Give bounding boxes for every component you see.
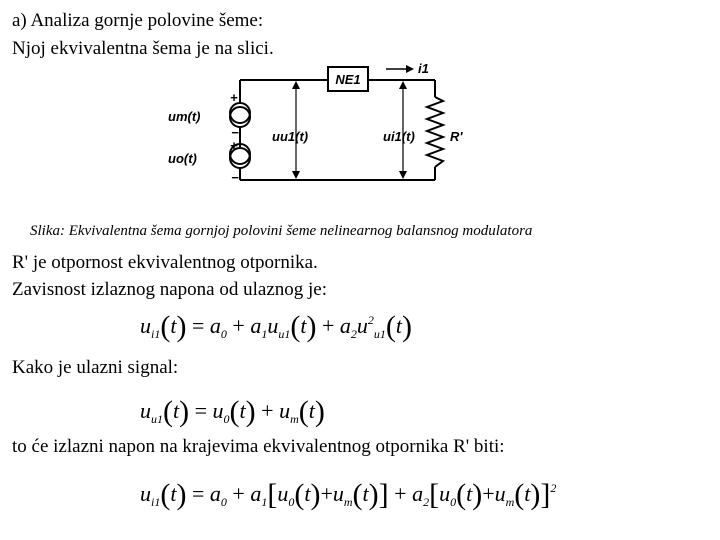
sign-minus-2: −	[231, 170, 239, 185]
ui1-arrow-down-icon	[399, 171, 407, 179]
equation-output-result: $u_{i1}(t) = a_0 + a_1[u_0(t)+u_m(t)] + a_2[u_0(t)+u_m(t)]^2$	[140, 478, 557, 511]
label-uu1: uu1(t)	[272, 129, 309, 144]
label-r: R'	[450, 129, 463, 144]
uu1-arrow-up-icon	[292, 81, 300, 89]
equation-output-voltage: $u_{i1}(t) = a_0 + a_1u_{u1}(t) + a_2u^2_{u1}(t)$	[140, 310, 412, 343]
source-um-icon	[230, 103, 250, 127]
equation-input-signal: $u_{u1}(t) = u_0(t) + u_m(t)$	[140, 395, 325, 428]
sign-plus-1: +	[230, 90, 238, 105]
label-um: um(t)	[168, 109, 201, 124]
text-output-result: to će izlazni napon na krajevima ekvivalentnog otpornika R' biti:	[12, 436, 505, 457]
label-i1: i1	[418, 61, 429, 76]
text-resistance: R' je otpornost ekvivalentnog otpornika.	[12, 252, 318, 273]
current-arrow-icon	[406, 65, 414, 73]
label-ui1: ui1(t)	[383, 129, 415, 144]
heading-line-2: Njoj ekvivalentna šema je na slici.	[12, 38, 274, 59]
label-uo: uo(t)	[168, 151, 197, 166]
heading-line-1: a) Analiza gornje polovine šeme:	[12, 10, 264, 31]
ne1-label: NE1	[335, 72, 361, 87]
equivalent-circuit-diagram	[160, 55, 480, 215]
figure-caption: Slika: Ekvivalentna šema gornjoj polovini šeme nelinearnog balansnog modulatora	[30, 223, 533, 239]
sign-plus-2: +	[230, 138, 238, 153]
resistor-icon	[427, 97, 443, 167]
text-dependence: Zavisnost izlaznog napona od ulaznog je:	[12, 279, 327, 300]
uu1-arrow-down-icon	[292, 171, 300, 179]
ui1-arrow-up-icon	[399, 81, 407, 89]
sign-minus-1: −	[231, 125, 239, 140]
text-input-signal: Kako je ulazni signal:	[12, 357, 179, 378]
